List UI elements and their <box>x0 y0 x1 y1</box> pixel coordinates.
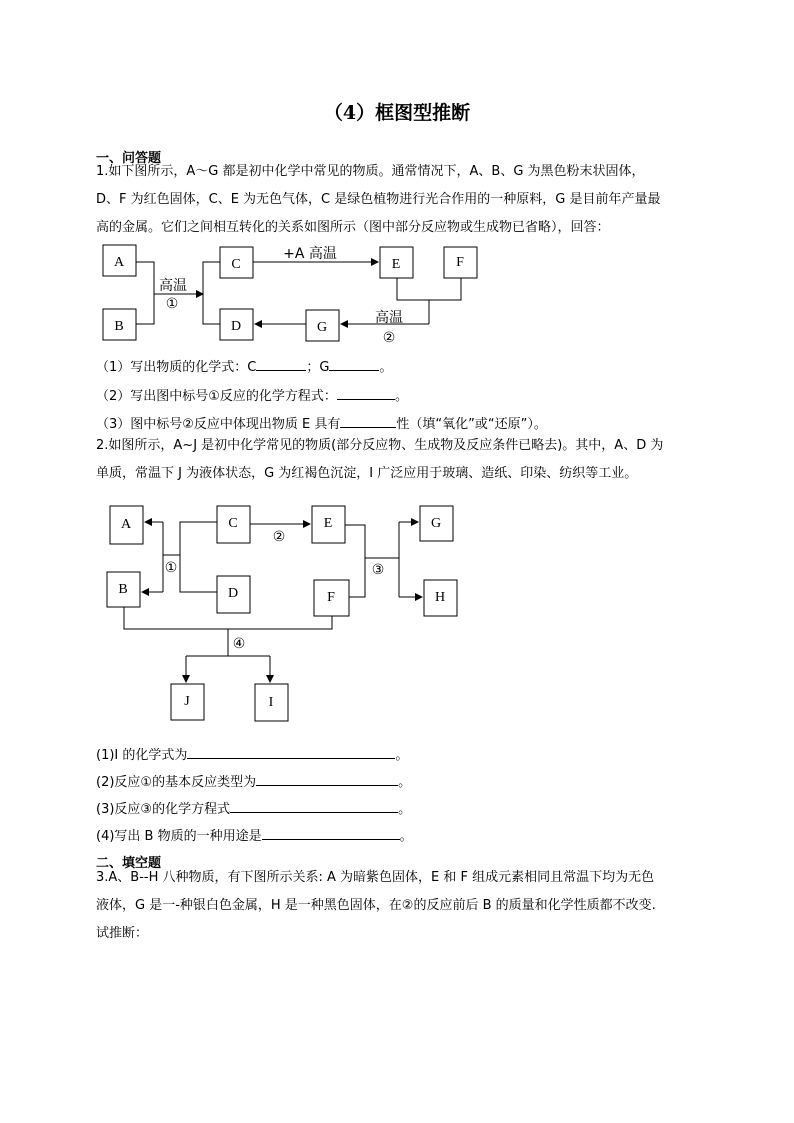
q2-answer-i-blank[interactable] <box>187 745 395 759</box>
page-title: （4）框图型推断 <box>323 102 471 124</box>
q2-stem <box>96 432 696 488</box>
q1-label-d: D <box>230 319 242 334</box>
q1-stem-line-1: 1.如下图所示，A～G 都是初中化学中常见的物质。通常情况下，A、B、G 为黑色粉末状固体， <box>96 164 645 179</box>
q1-condition-plus-a: +A 高温 <box>283 246 337 262</box>
q3-stem-line-2: 液体，G 是一-种银白色金属，H 是一种黑色固体，在②的反应前后 B 的质量和化学性质都不改变. <box>96 898 656 913</box>
q1-stem-line-3: 高的金属。它们之间相互转化的关系如图所示（图中部分反应物或生成物已省略），回答： <box>96 220 610 235</box>
q1-label-g: G <box>316 320 328 335</box>
q2-sub2-text: (2)反应①的基本反应类型为 <box>96 775 257 790</box>
q2-label-h: H <box>434 590 446 605</box>
q1-condition-gaowen-1: 高温 <box>159 278 187 294</box>
q1-condition-circle-2: ② <box>382 330 396 346</box>
q1-diagram <box>0 0 794 360</box>
q1-split-cd <box>203 262 220 324</box>
q2-label-e: E <box>323 516 333 531</box>
q2-connector-bf <box>124 607 332 629</box>
q2-sub4 <box>96 825 413 844</box>
q2-connector-ef <box>345 525 365 597</box>
q2-label-b: B <box>118 582 128 597</box>
q2-label-g: G <box>430 516 442 531</box>
q2-label-d: D <box>227 586 239 601</box>
q2-label-c: C <box>228 516 238 531</box>
q1-answer-c-blank[interactable] <box>256 357 306 371</box>
section-heading-qa: 一、问答题 <box>96 151 162 166</box>
section-heading-fill: 二、填空题 <box>96 856 162 871</box>
q2-label-j: J <box>184 694 190 709</box>
q1-label-b: B <box>114 319 124 334</box>
q1-sub2-end: 。 <box>394 389 408 404</box>
q2-connector-cd <box>180 522 217 592</box>
q1-answer-g-blank[interactable] <box>329 357 379 371</box>
q2-sub2-end: 。 <box>398 775 412 790</box>
q1-label-a: A <box>113 255 125 270</box>
q1-sub1-mid: ；G <box>306 360 330 375</box>
q2-reaction-label-3: ③ <box>371 562 385 578</box>
q2-sub3-end: 。 <box>398 802 412 817</box>
q1-connector-ef <box>397 278 461 300</box>
q2-stem-line-1: 2.如图所示，A~J 是初中化学常见的物质(部分反应物、生成物及反应条件已略去)。其中，A、D 为 <box>96 438 664 453</box>
q2-sub3 <box>96 798 411 817</box>
q1-sub2-text: （2）写出图中标号①反应的化学方程式： <box>96 389 337 404</box>
q2-label-i: I <box>268 695 274 710</box>
q2-answer-use-blank[interactable] <box>262 826 400 840</box>
q1-sub1-text: （1）写出物质的化学式：C <box>96 360 257 375</box>
q2-diagram <box>0 490 794 735</box>
q3-stem-line-1: 3.A、B--H 八种物质，有下图所示关系: A 为暗紫色固体，E 和 F 组成元素相同且常温下均为无色 <box>96 870 655 885</box>
q3-stem-line-3: 试推断： <box>96 926 149 941</box>
q2-stem-line-2: 单质，常温下 J 为液体状态，G 为红褐色沉淀，I 广泛应用于玻璃、造纸、印染、纺织等工业。 <box>96 466 638 481</box>
q2-sub1-end: 。 <box>395 748 409 763</box>
q2-reaction-label-2: ② <box>272 529 286 545</box>
q2-sub1-text: (1)I 的化学式为 <box>96 748 188 763</box>
q1-sub2 <box>96 385 408 404</box>
q2-reaction-label-4: ④ <box>232 636 246 652</box>
q2-label-f: F <box>327 590 335 605</box>
q2-sub1 <box>96 744 408 763</box>
q1-sub3-text: （3）图中标号②反应中体现出物质 E 具有 <box>96 417 341 432</box>
q1-label-e: E <box>391 257 401 272</box>
q1-answer-property-blank[interactable] <box>340 414 396 428</box>
q2-sub4-end: 。 <box>399 829 413 844</box>
q2-answer-type-blank[interactable] <box>256 772 398 786</box>
q1-condition-circle-1: ① <box>165 296 179 312</box>
q3-stem <box>96 864 696 948</box>
q1-label-c: C <box>231 257 241 272</box>
q2-sub2 <box>96 771 411 790</box>
q1-connector-ab <box>136 262 154 324</box>
q1-sub1-end: 。 <box>379 360 393 375</box>
q1-stem-line-2: D、F 为红色固体，C、E 为无色气体，C 是绿色植物进行光合作用的一种原料，G 是目前年产量最 <box>96 192 661 207</box>
q2-sub4-text: (4)写出 B 物质的一种用途是 <box>96 829 262 844</box>
q1-sub3-end: 性（填“氧化”或“还原”）。 <box>396 417 547 432</box>
q1-label-f: F <box>456 255 464 270</box>
q2-reaction-label-1: ① <box>164 560 178 576</box>
q2-answer-equation-blank[interactable] <box>230 799 398 813</box>
q2-label-a: A <box>120 517 132 532</box>
q2-sub3-text: (3)反应③的化学方程式 <box>96 802 231 817</box>
q1-condition-gaowen-2: 高温 <box>375 310 403 326</box>
q1-sub1 <box>96 356 392 375</box>
q1-answer-equation-blank[interactable] <box>337 386 395 400</box>
q1-sub3 <box>96 413 547 432</box>
